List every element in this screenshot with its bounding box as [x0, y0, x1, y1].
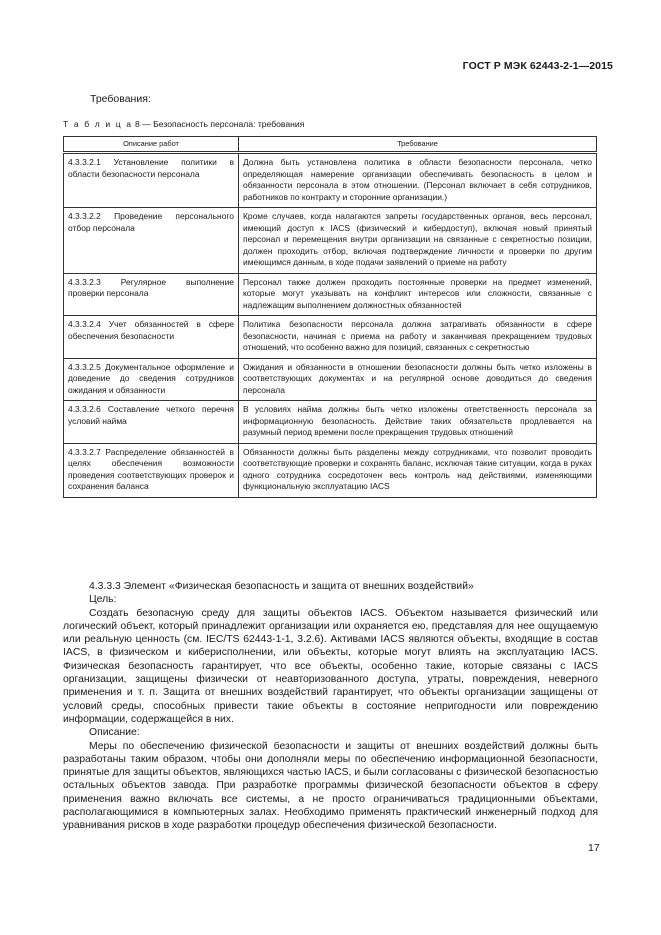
table-row	[64, 208, 597, 274]
requirements-table	[63, 136, 597, 498]
table-caption	[63, 119, 304, 129]
table-row	[64, 153, 597, 208]
requirement-cell: Персонал также должен проходить постоянные проверки на предмет изменений, которые могут указывать на конфликт интересов или сложности, связанные с надлежащим выполнением должностных обязанностей	[239, 273, 597, 316]
table-row	[64, 443, 597, 497]
requirement-cell: Обязанности должны быть разделены между сотрудниками, что позволит проводить соответствующие проверки и сохранять баланс, исключая такие ситуации, когда в руках одного сотрудника сосредоточен весь контроль над действиями, изменяющими функциональную эксплуатацию IACS	[239, 443, 597, 497]
requirement-cell: Политика безопасности персонала должна затрагивать обязанности в сфере безопасности, начиная с приема на работу и заканчивая прекращением трудовых отношений, что особенно важно для позиций, связанных с секретностью	[239, 316, 597, 359]
work-cell: 4.3.3.2.7 Распределение обязанностей в целях обеспечения возможности проведения соответствующих проверок и сохранения баланса	[64, 443, 239, 497]
table-caption-text: 8 — Безопасность персонала: требования	[134, 119, 305, 129]
work-cell: 4.3.3.2.4 Учет обязанностей в сфере обеспечения безопасности	[64, 316, 239, 359]
description-label: Описание:	[89, 727, 140, 739]
section-title: 4.3.3.3 Элемент «Физическая безопасность и защита от внешних воздействий»	[89, 581, 474, 592]
body-text	[63, 580, 598, 833]
page-header: ГОСТ Р МЭК 62443-2-1—2015	[462, 60, 613, 72]
table-row	[64, 316, 597, 359]
description-paragraph: Меры по обеспечению физической безопасности и защиты от внешних воздействий должны быть разработаны таким образом, чтобы они дополняли меры по обеспечению информационной безопасности, принятые для защиты объектов, являющихся частью IACS, и были согласованы с физической безопасностью остальных объектов завода. При разработке программы физической безопасности объектов в сферу применения важно включать все системы, а не просто ограничиваться традиционными объектами, располагающимися в компьютерных залах. Необходимо применять практический инженерный подход для уравнивания рисков в ходе разработки процедур обеспечения физической безопасности.	[63, 740, 598, 832]
work-cell: 4.3.3.2.6 Составление четкого перечня условий найма	[64, 401, 239, 444]
page-number: 17	[588, 842, 600, 854]
table-row	[64, 273, 597, 316]
goal-paragraph: Создать безопасную среду для защиты объектов IACS. Объектом называется физический или логический объект, который принадлежит организации или охраняется ею, представляя для нее ощущаемую или реальную ценность (см. IEC/TS 62443-1-1, 3.2.6). Активами IACS являются объекты, входящие в состав IACS, в физическом и киберисполнении, или объекты, которые могут влиять на эксплуатацию IACS. Физическая безопасность гарантирует, что все объекты, особенно такие, которые связаны с IACS организации, защищены физически от неавторизованного доступа, утраты, повреждения, неверного применения и т. п. Защита от внешних воздействий гарантирует, что объекты организации защищены от условий среды, способных привести такие объекты в состояние непригодности или повреждению информации, содержащейся в них.	[63, 607, 598, 725]
table-header-row	[64, 137, 597, 153]
goal-label: Цель:	[89, 594, 117, 606]
table-row	[64, 401, 597, 444]
requirement-cell: В условиях найма должны быть четко изложены ответственность персонала за информационную безопасность. Действие таких обязательств продлевается на разумный период времени после прекращения трудовых отношений	[239, 401, 597, 444]
requirements-heading: Требования:	[90, 93, 151, 105]
work-cell: 4.3.3.2.5 Документальное оформление и доведение до сведения сотрудников ожидания и обязанности	[64, 358, 239, 401]
work-cell: 4.3.3.2.1 Установление политики в области безопасности персонала	[64, 153, 239, 208]
column-header-work: Описание работ	[64, 137, 239, 153]
table-row	[64, 358, 597, 401]
requirement-cell: Кроме случаев, когда налагаются запреты государственных органов, весь персонал, имеющий доступ к IACS (физический и кибердоступ), включая новый принятый персонал и перемещения внутри организации на связанные с секретностью позиции, должен проходить отбор, включая подтверждение личности и проверки по другим имеющимся данным, в ходе подачи заявлений о приеме на работу	[239, 208, 597, 274]
column-header-requirement: Требование	[239, 137, 597, 153]
work-cell: 4.3.3.2.3 Регулярное выполнение проверки персонала	[64, 273, 239, 316]
work-cell: 4.3.3.2.2 Проведение персонального отбор персонала	[64, 208, 239, 274]
requirement-cell: Ожидания и обязанности в отношении безопасности должны быть четко изложены в соответствующих документах и на регулярной основе доводиться до сведения персонала	[239, 358, 597, 401]
table-caption-label: Т а б л и ц а	[63, 119, 133, 129]
requirement-cell: Должна быть установлена политика в области безопасности персонала, четко определяющая намерение организации обеспечивать безопасность в целом и обязанности персонала в этом отношении. (Персонал включает в себя сотрудников, работников по контракту и сторонние организации.)	[239, 153, 597, 208]
